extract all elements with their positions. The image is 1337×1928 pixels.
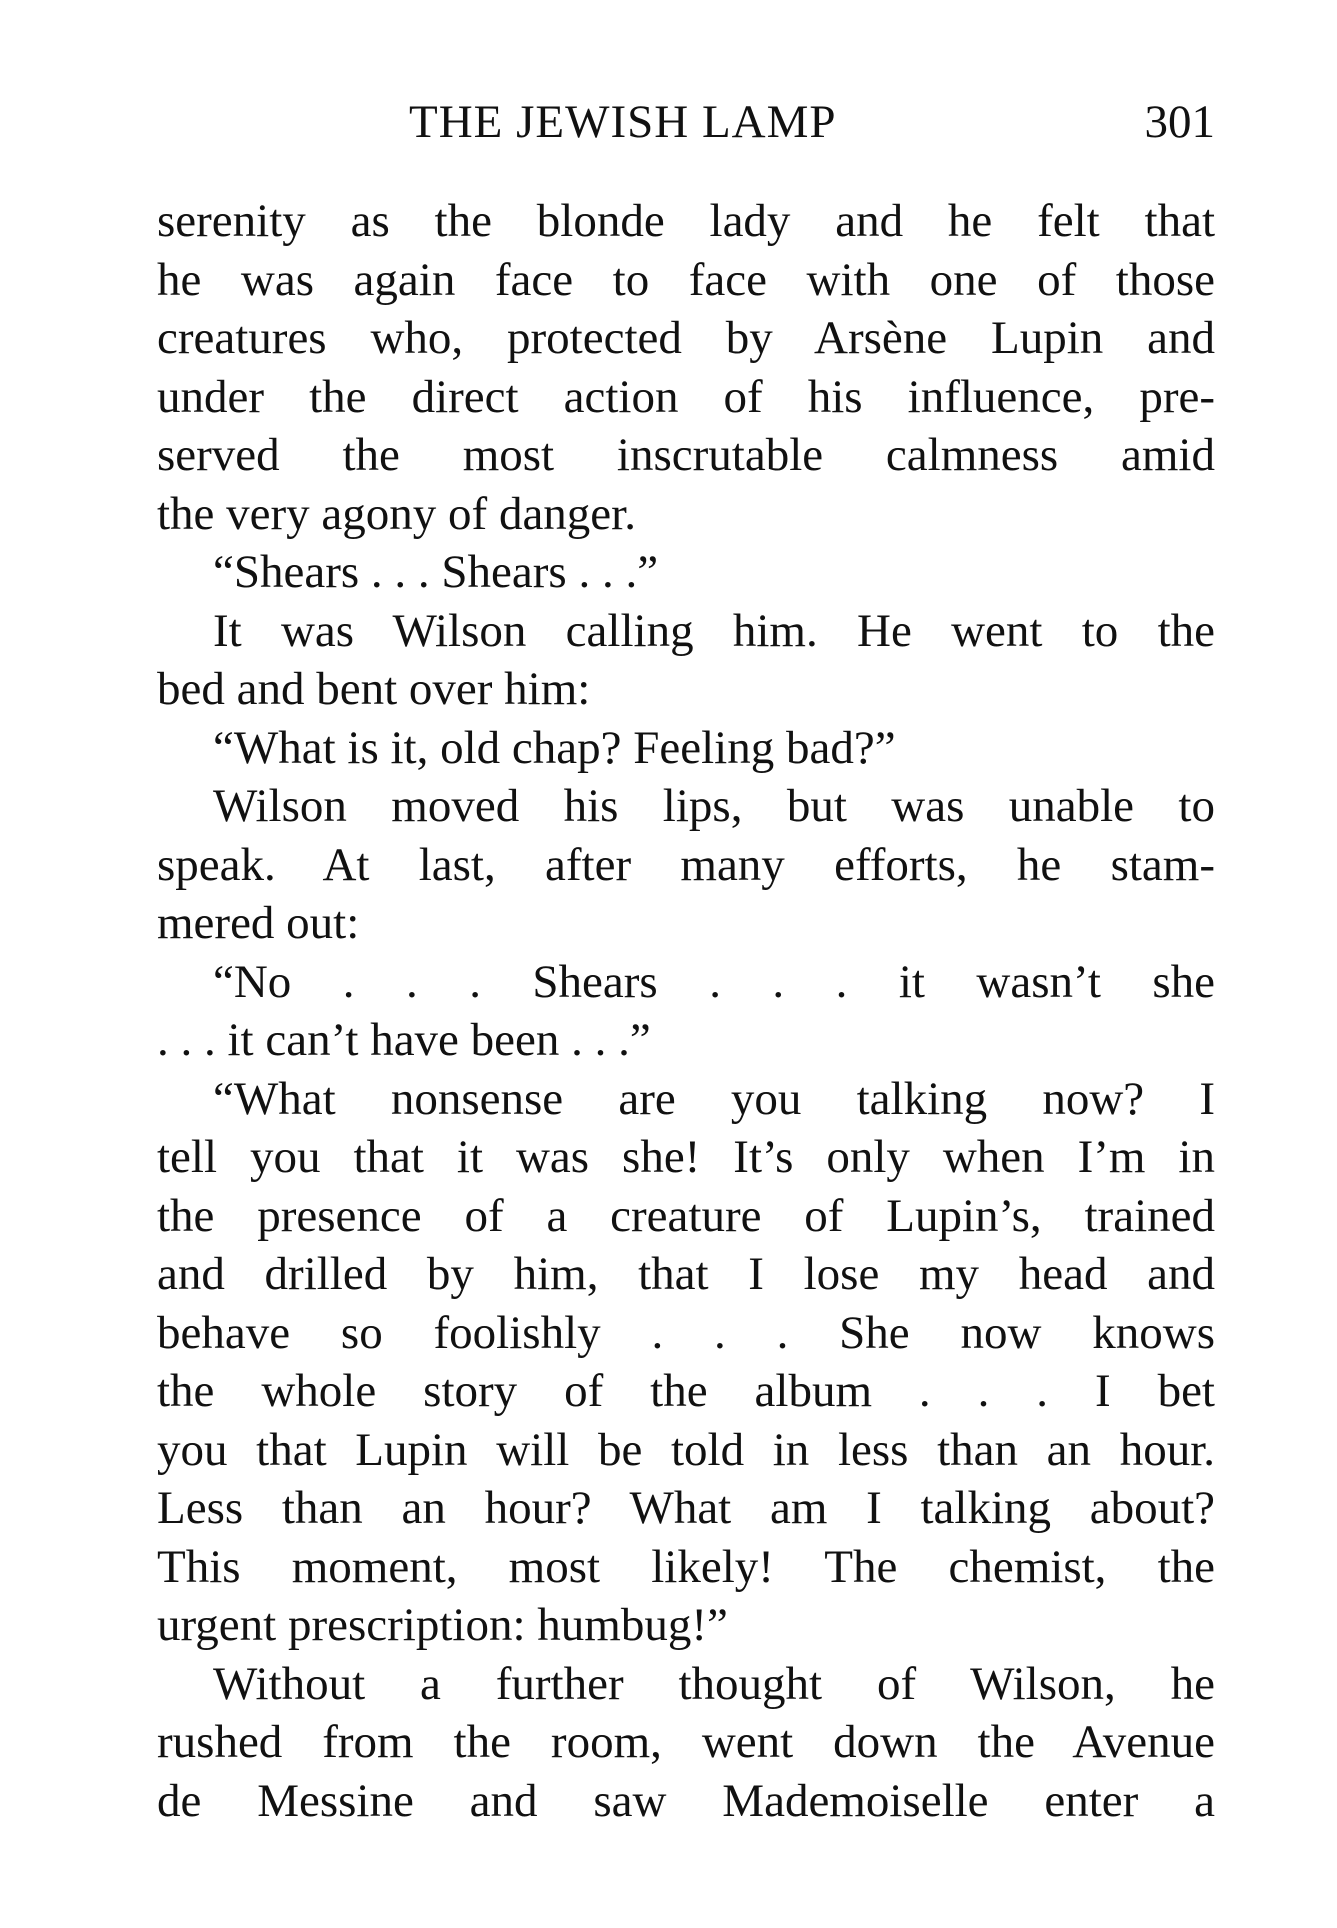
text-line: This moment, most likely! The chemist, the	[157, 1540, 1215, 1593]
text-line: the presence of a creature of Lupin’s, trained	[157, 1189, 1215, 1242]
text-line: he was again face to face with one of those	[157, 253, 1215, 306]
text-line: creatures who, protected by Arsène Lupin and	[157, 312, 1215, 364]
text-line: behave so foolishly . . . She now knows	[157, 1306, 1215, 1359]
text-line: “No . . . Shears . . . it wasn’t she	[213, 955, 1215, 1008]
body-text	[157, 192, 1215, 1830]
text-line: de Messine and saw Mademoiselle enter a	[157, 1774, 1215, 1827]
text-line: rushed from the room, went down the Avenue	[157, 1716, 1215, 1768]
text-line: “What nonsense are you talking now? I	[213, 1072, 1215, 1125]
text-line: you that Lupin will be told in less than an hour.	[157, 1423, 1215, 1476]
text-line: It was Wilson calling him. He went to the	[213, 604, 1215, 657]
text-line: mered out:	[157, 897, 360, 949]
running-head	[157, 92, 1215, 152]
text-line: tell you that it was she! It’s only when I’m in	[157, 1131, 1215, 1183]
text-line: the whole story of the album . . . I bet	[157, 1365, 1215, 1417]
text-line: Without a further thought of Wilson, he	[213, 1657, 1215, 1710]
text-line: urgent prescription: humbug!”	[157, 1599, 728, 1651]
page-number: 301	[1144, 96, 1215, 148]
text-line: speak. At last, after many efforts, he stam-	[157, 838, 1215, 891]
text-line: bed and bent over him:	[157, 663, 591, 715]
text-line: Wilson moved his lips, but was unable to	[213, 780, 1215, 832]
text-line: and drilled by him, that I lose my head and	[157, 1248, 1215, 1300]
running-title: THE JEWISH LAMP	[409, 96, 837, 148]
text-line: Less than an hour? What am I talking about?	[157, 1482, 1215, 1534]
text-line: “What is it, old chap? Feeling bad?”	[213, 721, 896, 774]
text-line: served the most inscrutable calmness amid	[157, 429, 1215, 481]
text-line: under the direct action of his influence, pre-	[157, 370, 1215, 423]
text-line: the very agony of danger.	[157, 487, 636, 540]
text-line: serenity as the blonde lady and he felt that	[157, 195, 1215, 247]
text-line: “Shears . . . Shears . . .”	[213, 546, 659, 598]
text-line: . . . it can’t have been . . .”	[157, 1014, 651, 1066]
